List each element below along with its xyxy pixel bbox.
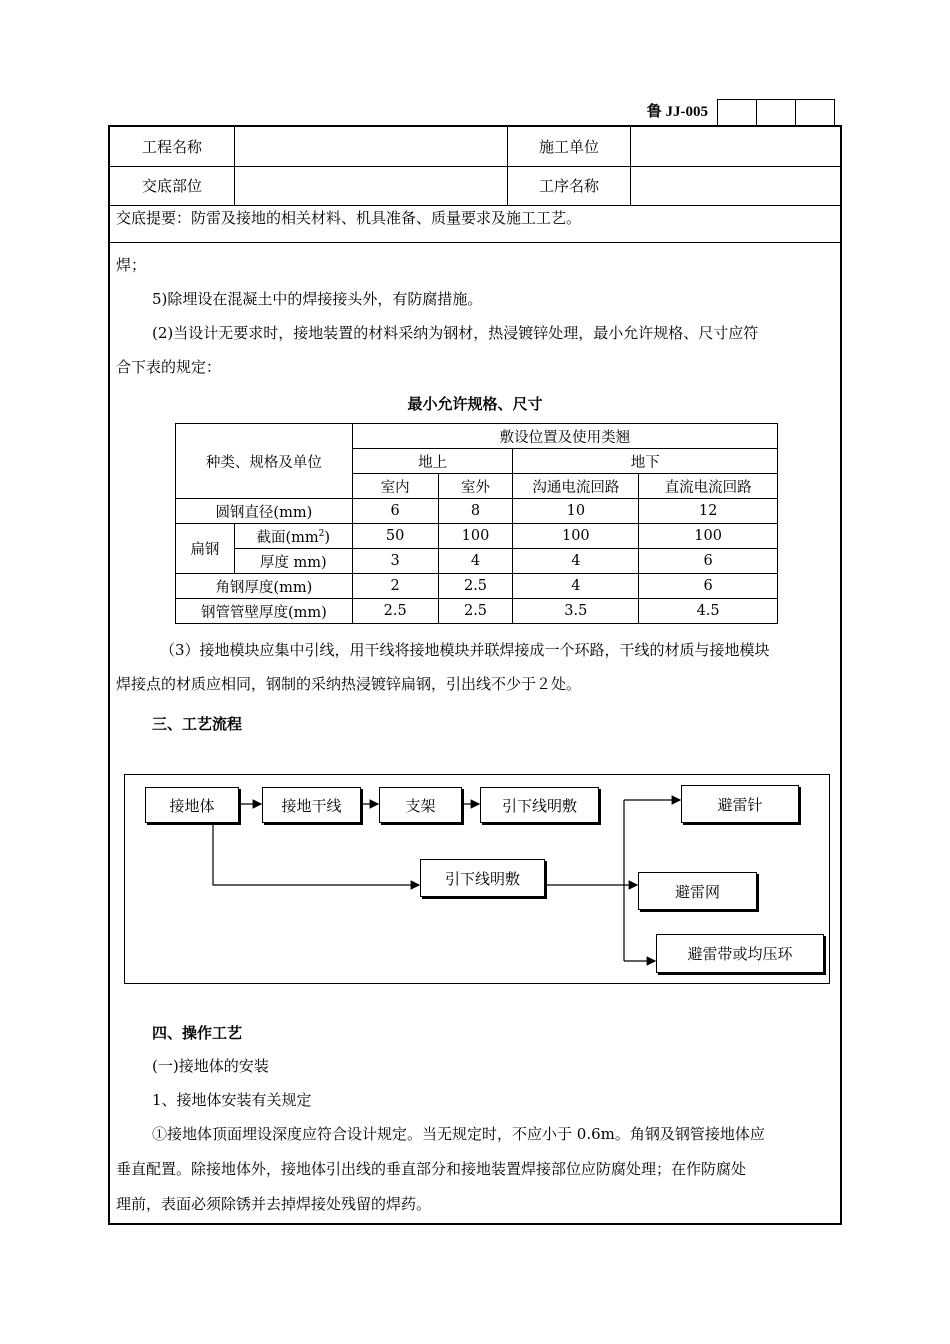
item-install-rules: 1、接地体安装有关规定 <box>152 1091 312 1109</box>
process-name-value[interactable] <box>631 166 840 205</box>
dc-head: 直流电流回路 <box>639 474 778 499</box>
flat-steel-label: 扁钢 <box>176 524 235 574</box>
construction-unit-label: 施工单位 <box>538 138 599 156</box>
col-head: 种类、规格及单位 <box>176 424 353 499</box>
paragraph-depth-1: ①接地体顶面埋设深度应符合设计规定。当无规定时，不应小于 0.6m。角钢及钢管接地体应 <box>152 1125 765 1143</box>
indoor-head: 室内 <box>352 474 438 499</box>
header-row-2 <box>110 166 840 206</box>
table-row: 角钢厚度(mm) 2 2.5 4 6 <box>176 574 778 599</box>
flow-lightning-net: 避雷网 <box>638 872 757 910</box>
spec-table <box>175 423 778 624</box>
paragraph-module-1: （3）接地模块应集中引线，用干线将接地模块并联焊接成一个环路，干线的材质与接地模块 <box>160 641 770 659</box>
paragraph-material-2: 合下表的规定： <box>116 358 222 376</box>
project-name-value[interactable] <box>235 127 507 166</box>
process-flowchart <box>124 774 830 984</box>
table-row: 厚度 mm) 3 4 4 6 <box>176 549 778 574</box>
ac-head: 沟通电流回路 <box>513 474 639 499</box>
project-name-label: 工程名称 <box>141 138 202 156</box>
section-operation: 四、操作工艺 <box>152 1024 243 1042</box>
section-label: 截面$(mm^2)$ <box>234 524 352 549</box>
paragraph-depth-2: 垂直配置。除接地体外，接地体引出线的垂直部分和接地装置焊接部位应防腐处理；在作防腐处 <box>116 1160 747 1178</box>
flow-down-conductor-top: 引下线明敷 <box>480 787 599 823</box>
flow-down-conductor-mid: 引下线明敷 <box>420 859 545 897</box>
flow-grounding-body: 接地体 <box>145 787 239 823</box>
flow-bracket: 支架 <box>379 787 462 823</box>
code-box-3 <box>795 99 835 126</box>
header-row-1 <box>110 127 840 167</box>
process-name-label: 工序名称 <box>538 177 599 195</box>
part-value[interactable] <box>235 166 507 205</box>
paragraph-material-1: (2)当设计无要求时，接地装置的材料采纳为钢材，热浸镀锌处理，最小允许规格、尺寸应符 <box>152 324 759 342</box>
code-box-1 <box>717 99 757 126</box>
above-ground-head: 地上 <box>352 449 513 474</box>
paragraph-weld: 焊； <box>116 256 147 274</box>
paragraph-anticorrosion: 5)除埋设在混凝土中的焊接接头外，有防腐措施。 <box>152 290 483 308</box>
group-head: 敷设位置及使用类翘 <box>352 424 777 449</box>
flow-lightning-belt: 避雷带或均压环 <box>656 934 824 973</box>
table-row: 圆钢直径(mm) 6 8 10 12 <box>176 499 778 524</box>
summary: 交底提要：防雷及接地的相关材料、机具准备、质量要求及施工工艺。 <box>110 205 840 243</box>
table-title: 最小允许规格、尺寸 <box>407 395 543 413</box>
doc-code: 鲁 JJ-005 <box>646 104 708 120</box>
code-box-2 <box>756 99 796 126</box>
outdoor-head: 室外 <box>438 474 513 499</box>
table-row: 扁钢 截面$(mm^2)$ 50 100 100 100 <box>176 524 778 549</box>
table-row: 钢管管壁厚度(mm) 2.5 2.5 3.5 4.5 <box>176 599 778 624</box>
construction-unit-value[interactable] <box>631 127 840 166</box>
below-ground-head: 地下 <box>513 449 778 474</box>
flow-lightning-rod: 避雷针 <box>681 785 799 823</box>
paragraph-module-2: 焊接点的材质应相同，钢制的采纳热浸镀锌扁钢，引出线不少于２处。 <box>116 675 582 693</box>
flow-grounding-trunk: 接地干线 <box>262 787 361 823</box>
paragraph-depth-3: 理前，表面必须除锈并去掉焊接处残留的焊药。 <box>116 1195 432 1213</box>
document-frame <box>108 125 842 1225</box>
doc-code-row <box>560 99 835 126</box>
part-label: 交底部位 <box>141 177 202 195</box>
section-process-flow: 三、工艺流程 <box>152 715 243 733</box>
subsection-grounding-install: (一)接地体的安装 <box>152 1057 269 1075</box>
